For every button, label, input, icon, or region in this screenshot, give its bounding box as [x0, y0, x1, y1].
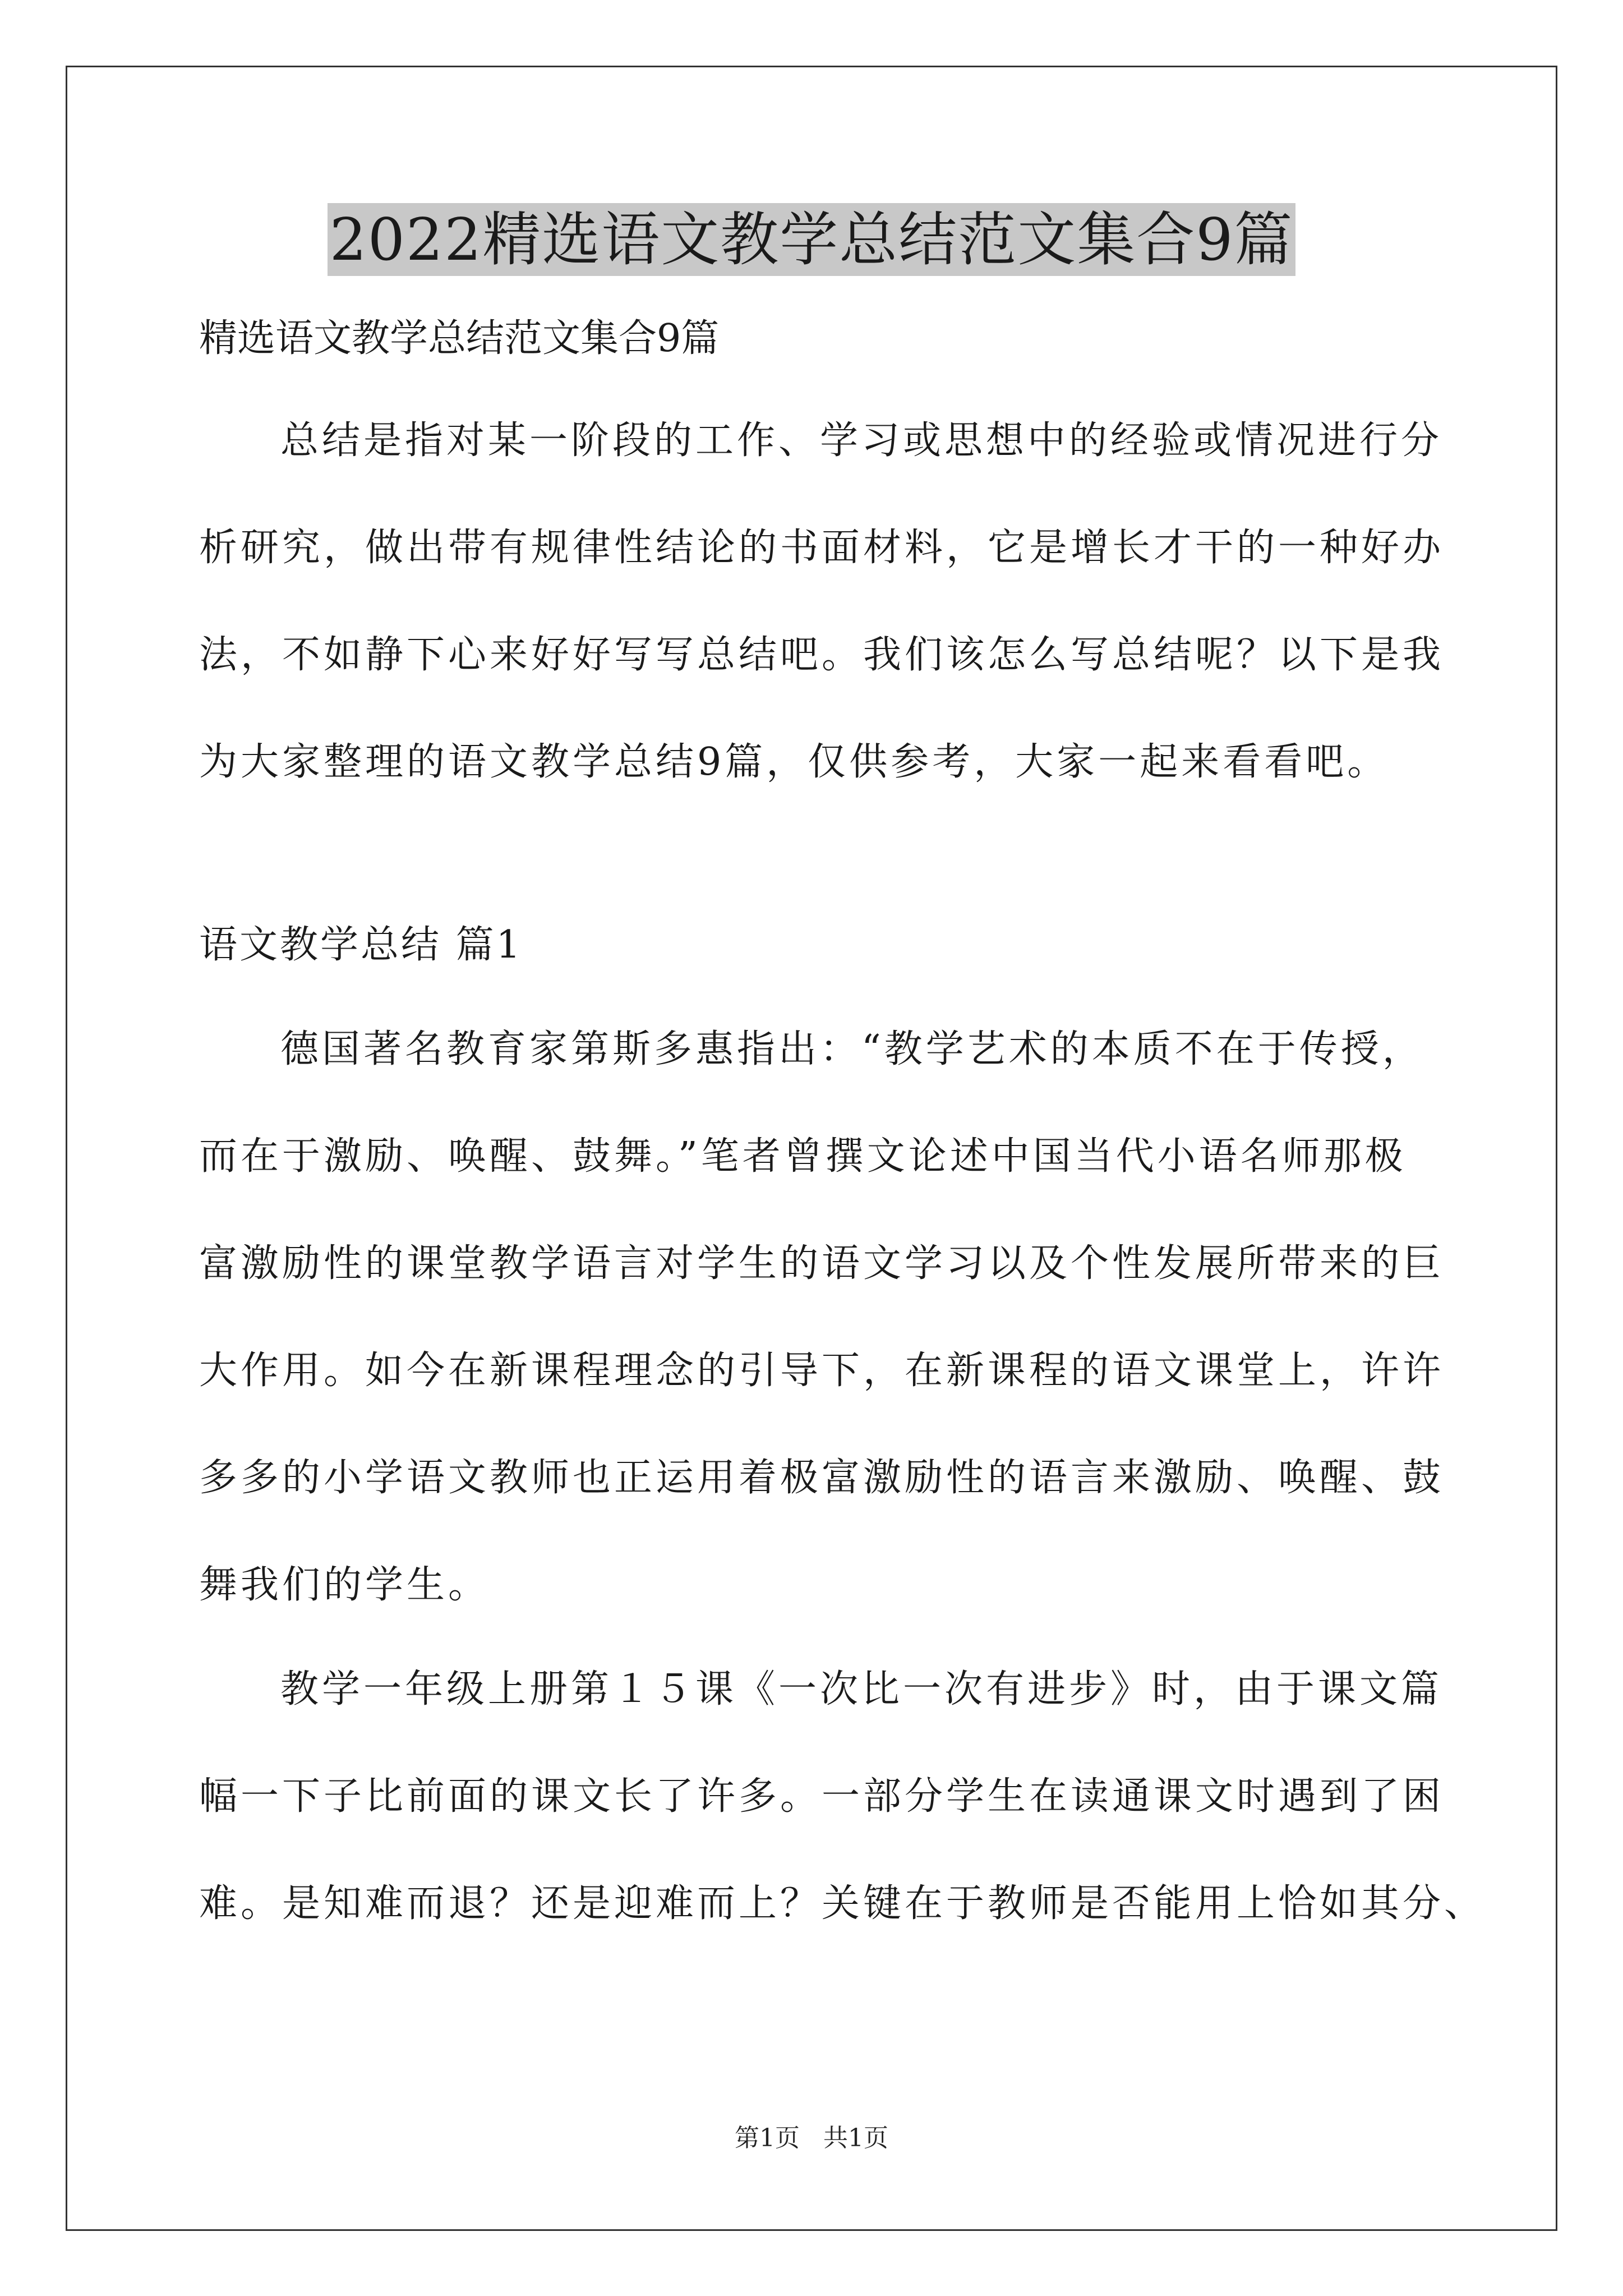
intro-line: 为大家整理的语文教学总结9篇，仅供参考，大家一起来看看吧。 [199, 740, 1389, 784]
section-heading: 语文教学总结 篇1 [199, 923, 523, 967]
paragraph-line: 多多的小学语文教师也正运用着极富激励性的语言来激励、唤醒、鼓 [199, 1456, 1445, 1500]
spacer [199, 972, 1433, 1023]
document-title-container [0, 203, 1623, 276]
paragraph-line: 难。是知难而退？还是迎难而上？关键在于教师是否能用上恰如其分、 [199, 1881, 1486, 1926]
paragraph-line: 舞我们的学生。 [199, 1563, 490, 1607]
intro-line: 法，不如静下心来好好写写总结吧。我们该怎么写总结呢？以下是我 [199, 633, 1445, 677]
spacer [199, 789, 1433, 918]
paragraph-line: 富激励性的课堂教学语言对学生的语文学习以及个性发展所带来的巨 [199, 1241, 1445, 1286]
intro-paragraph [199, 414, 1445, 789]
page-number: 第1页 [735, 2124, 800, 2152]
body-paragraph-1 [199, 1023, 1445, 1612]
paragraph-line: 而在于激励、唤醒、鼓舞。”笔者曾撰文论述中国当代小语名师那极 [199, 1134, 1407, 1179]
document-title: 2022精选语文教学总结范文集合9篇 [328, 203, 1296, 276]
paragraph-line: 教学一年级上册第１５课《一次比一次有进步》时，由于课文篇 [280, 1667, 1443, 1711]
body-paragraph-2 [199, 1663, 1486, 1931]
document-subtitle: 精选语文教学总结范文集合9篇 [199, 316, 720, 361]
paragraph-line: 大作用。如今在新课程理念的引导下，在新课程的语文课堂上，许许 [199, 1349, 1445, 1393]
document-body [199, 312, 1486, 1931]
paragraph-line: 德国著名教育家第斯多惠指出：“教学艺术的本质不在于传授， [280, 1027, 1424, 1071]
spacer [199, 1612, 1433, 1663]
intro-line: 析研究，做出带有规律性结论的书面材料，它是增长才干的一种好办 [199, 526, 1445, 570]
intro-line: 总结是指对某一阶段的工作、学习或思想中的经验或情况进行分 [280, 418, 1443, 463]
paragraph-line: 幅一下子比前面的课文长了许多。一部分学生在读通课文时遇到了困 [199, 1774, 1445, 1819]
page-footer [0, 2122, 1623, 2155]
page-total: 共1页 [823, 2124, 888, 2152]
